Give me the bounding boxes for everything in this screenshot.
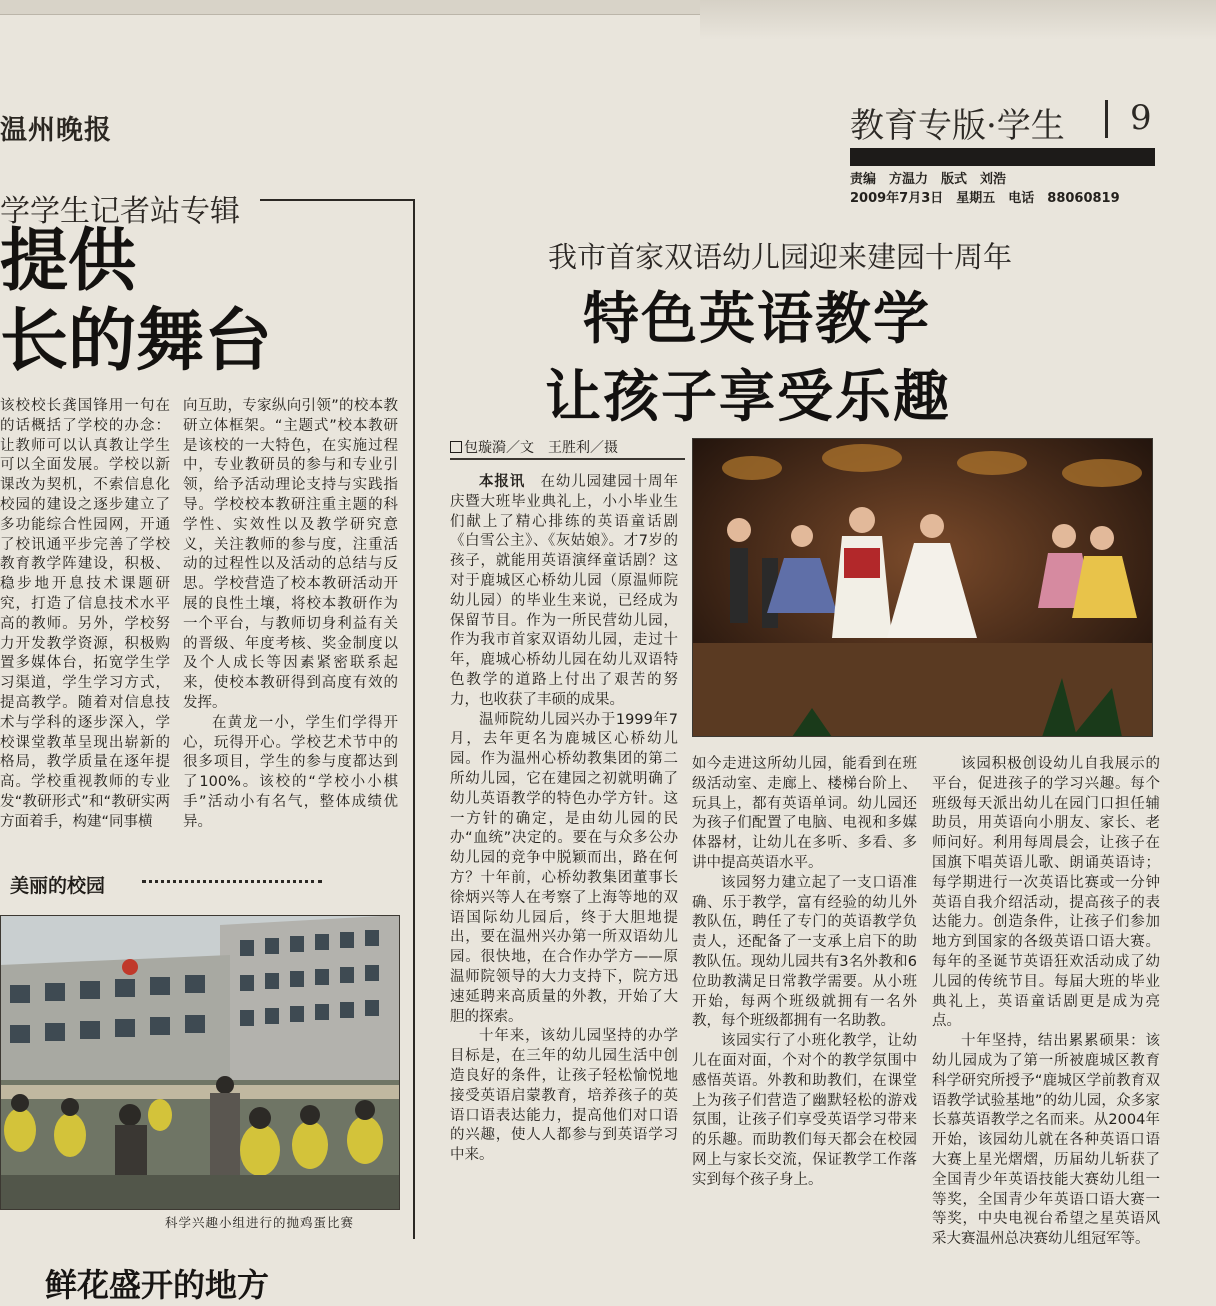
performance-photo-frame: [692, 438, 1153, 737]
left-bottom-headline: 鲜花盛开的地方: [45, 1266, 270, 1304]
article-para-2: 温师院幼儿园兴办于1999年7月，去年更名为鹿城区心桥幼儿园。作为温州心桥幼教集团的第二所幼儿园，它在建园之初就明确了幼儿英语教学的特色办学方针。这一方针的确定，是由幼儿园的民办“血统”决定的。要在与众多公办幼儿园的竞争中脱颖而出，路在何方？十年前，心桥幼教集团董事长徐炳兴等人在考察了上海等地的双语国际幼儿园后，终于大胆地提出，要在温州兴办第一所双语幼儿园。很快地，在合作办学方——原温师院领导的大力支持下，院方迅速延聘来高质量的外教，开始了大胆的探索。: [450, 711, 678, 1025]
dotted-divider: [142, 880, 322, 883]
credits-date-phone: 2009年7月3日 星期五 电话 88060819: [850, 191, 1120, 206]
left-column-2-para-2: 在黄龙一小，学生们学得开心，玩得开心。学校艺术节中的很多项目，学生的参与度都达到了100%。该校的“学校小小棋手”活动小有名气，整体成绩优异。: [183, 714, 398, 830]
left-headline: [0, 222, 272, 382]
left-box-rule-top: [260, 199, 415, 201]
article-para-7: 该园积极创设幼儿自我展示的平台，促进孩子的学习兴趣。每个班级每天派出幼儿在园门口担任辅助员，用英语向小朋友、家长、老师问好。利用每周晨会，让孩子在国旗下唱英语儿歌、朗诵英语诗；每学期进行一次英语比赛或一分钟英语自我介绍活动，提高孩子的表达能力。创造条件，让孩子们参加地方到国家的各级英语口语大赛。每年的圣诞节英语狂欢活动成了幼儿园的传统节目。每届大班的毕业典礼上，英语童话剧更是成为亮点。: [932, 756, 1160, 1030]
campus-section-label: 美丽的校园: [10, 875, 106, 897]
campus-photo-caption: 科学兴趣小组进行的抛鸡蛋比赛: [165, 1215, 355, 1230]
article-para-8: 十年坚持，结出累累硕果：该幼儿园成为了第一所被鹿城区教育科学研究所授予“鹿城区学前教育双语教学试验基地”的幼儿园，众多家长慕英语教学之名而来。从2004年开始，该园幼儿就在各种英语口语大赛上星光熠熠，历届幼儿斩获了全国青少年英语技能大赛幼儿组一等奖，全国青少年英语口语大赛一等奖，中央电视台希望之星英语风采大赛温州总决赛幼儿组冠军等。: [932, 1033, 1160, 1248]
article-para-3: 十年来，该幼儿园坚持的办学目标是，在三年的幼儿园生活中创造良好的条件，让孩子轻松愉悦地接受英语启蒙教育，培养孩子的英语口语表达能力，提高他们对口语的兴趣，使人人都参与到英语学习中来。: [450, 1028, 678, 1164]
newspaper-masthead: 温州晚报: [0, 115, 112, 146]
left-subtitle: 学学生记者站专辑: [0, 194, 240, 229]
byline-rule: [450, 458, 685, 460]
article-para-5: 该园努力建立起了一支口语准确、乐于教学，富有经验的幼儿外教队伍，聘任了专门的英语教学负责人，还配备了一支承上启下的助教队伍。现幼儿园共有3名外教和6位助教满足日常教学需要。从小班开始，每两个班级就拥有一名外教，每个班级都拥有一名助教。: [692, 874, 917, 1030]
section-title: 教育专版·学生: [850, 106, 1065, 146]
campus-photo-frame: [0, 915, 400, 1210]
article-byline: [450, 437, 618, 457]
left-headline-line2: 长的舞台: [0, 302, 273, 381]
page-number: 9: [1130, 98, 1152, 138]
article-para-6: 该园实行了小班化教学，让幼儿在面对面，个对个的教学氛围中感悟英语。外教和助教们，在课堂上为孩子们营造了幽默轻松的游戏氛围，让孩子们享受英语学习带来的乐趣。而助教们每天都会在校园网上与家长交流，保证教学工作落实到每个孩子身上。: [692, 1033, 917, 1188]
byline-box-icon: [450, 441, 462, 453]
paper-fold-shadow: [700, 0, 1216, 40]
article-headline-line1: 特色英语教学: [583, 287, 931, 352]
left-headline-line1: 提供: [0, 222, 137, 301]
left-column-1: 该校校长龚国锋用一句在的话概括了学校的办念：让教师可以认真教让学生可以全面发展。学校以新课改为契机，不索信息化校园的建设之逐步建立了多功能综合性园网，开通了校讯通平步完善了学校教育教学阵建设，积极、稳步地开息技术课题研究，打造了信息技术水平高的教师。另外，学校努力开发教学资源，积极购置多媒体台，拓宽学生学习渠道，学生学习方式，提高教学。随着对信息技术与学科的逐步深入，学校课堂教革呈现出崭新的格局，教学质量在逐年提高。学校重视教师的专业发“教研形式”和“教研实两方面着手，构建“同事横: [0, 398, 170, 830]
article-para-4: 如今走进这所幼儿园，能看到在班级活动室、走廊上、楼梯台阶上、玩具上，都有英语单词。幼儿园还为孩子们配置了电脑、电视和多媒体器材，让幼儿在多听、多看、多讲中提高英语水平。: [692, 756, 917, 871]
article-headline-line2: 让孩子享受乐趣: [545, 365, 951, 430]
article-para-1-text: 在幼儿园建园十周年庆暨大班毕业典礼上，小小毕业生们献上了精心排练的英语童话剧《白雪公主》、《灰姑娘》。才7岁的孩子，就能用英语演绎童话剧？这对于鹿城区心桥幼儿园（原温师院幼儿园）的毕业生来说，已经成为保留节目。作为一所民营幼儿园，作为我市首家双语幼儿园，走过十年，鹿城心桥幼儿园在幼儿双语特色教学的道路上付出了艰苦的努力，也收获了丰硕的成果。: [450, 474, 678, 708]
left-box-rule-right: [413, 199, 415, 1239]
header-bar: [850, 148, 1155, 166]
section-separator: [1105, 100, 1108, 138]
campus-photo: [0, 915, 400, 1210]
left-column-2-para-1: 向互助，专家纵向引领”的校本教研立体框架。“主题式”校本教研是该校的一大特色，在实施过程中，专业教研员的参与和专业引领，给予活动理论支持与实践指导。学校校本教研注重主题的科学性、实效性以及教学研究意义，关注教师的参与度，注重活动的过程性以及活动的总结与反思。学校营造了校本教研活动开展的良性土壤，将校本教研作为一个平台，与教师切身利益有关的晋级、年度考核、奖金制度以及个人成长等因素紧密联系起来，使校本教研得到高度有效的发挥。: [183, 398, 398, 711]
article-column-1: [450, 473, 678, 1166]
article-column-3: [932, 755, 1160, 1250]
credits-editors: 责编 方温力 版式 刘浩: [850, 172, 1007, 187]
performance-photo: [692, 438, 1153, 737]
editor-credits: [850, 170, 1120, 208]
article-para-1: [450, 473, 678, 711]
article-column-2: [692, 755, 917, 1191]
byline-text: 包璇漪／文 王胜利／摄: [464, 440, 618, 456]
left-column-2: [183, 397, 398, 833]
article-lead-label: 本报讯: [479, 474, 526, 490]
article-kicker: 我市首家双语幼儿园迎来建园十周年: [548, 240, 1013, 274]
